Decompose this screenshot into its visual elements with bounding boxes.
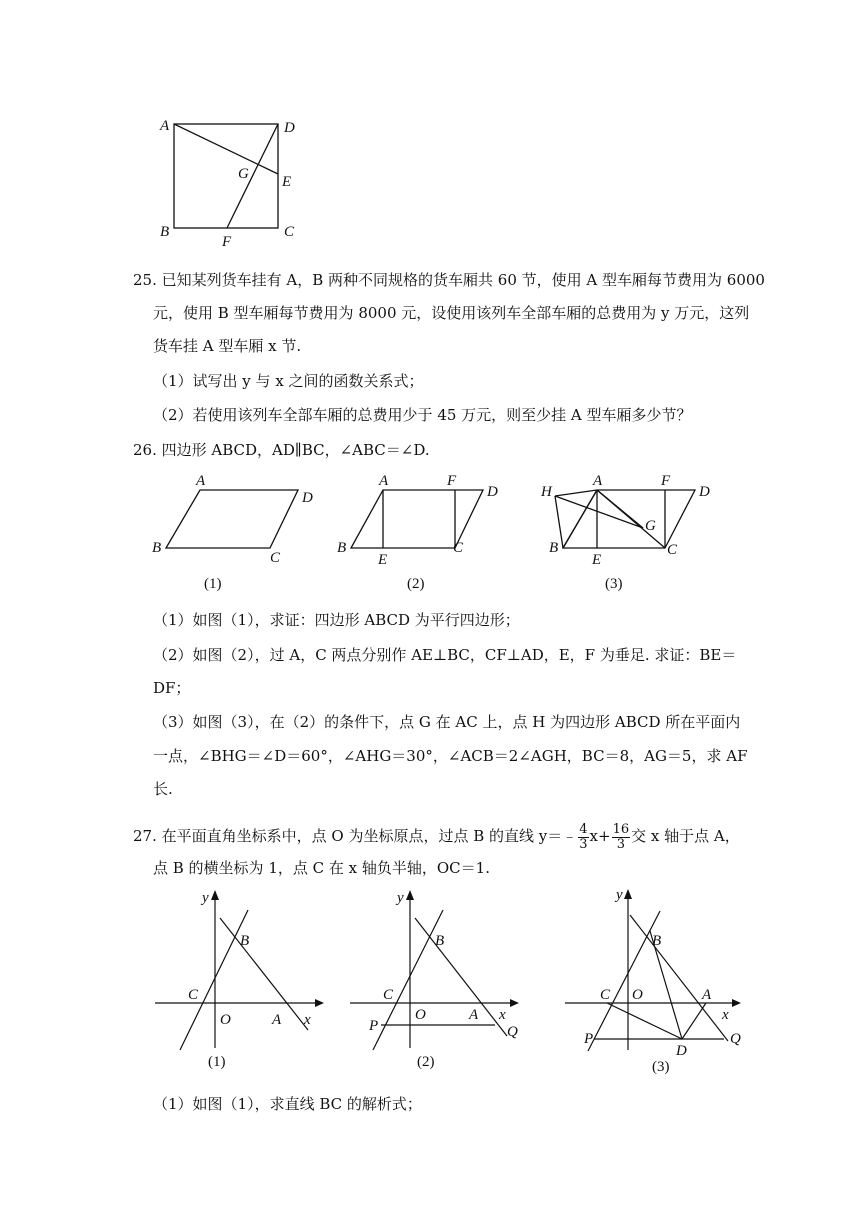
caption-2: (2) bbox=[407, 576, 425, 592]
label-h: H bbox=[541, 484, 552, 500]
q26-sub-3-cont: 一点，∠BHG＝∠D＝60°，∠AHG＝30°，∠ACB＝2∠AGH，BC＝8，AG＝5，求 AF bbox=[153, 747, 748, 765]
q26-figure-1 bbox=[148, 470, 328, 595]
fraction-den: 3 bbox=[616, 836, 625, 852]
label-c: C bbox=[270, 550, 281, 566]
label-p: P bbox=[369, 1018, 379, 1034]
q26-sub-3-end: 长. bbox=[153, 780, 173, 798]
label-g: G bbox=[645, 518, 656, 534]
q27-figure-3 bbox=[560, 885, 755, 1080]
label-d: D bbox=[699, 484, 710, 500]
fraction-4-3 bbox=[578, 823, 588, 852]
caption-1: (1) bbox=[204, 576, 222, 592]
q27-figure-2 bbox=[345, 888, 530, 1078]
label-f: F bbox=[447, 473, 457, 489]
figure-square-abcd bbox=[150, 112, 310, 250]
q27-sub-1: （1）如图（1），求直线 BC 的解析式； bbox=[153, 1095, 422, 1113]
label-x: x bbox=[722, 1007, 729, 1023]
label-q: Q bbox=[730, 1031, 741, 1047]
label-c: C bbox=[383, 987, 394, 1003]
label-b: B bbox=[549, 540, 559, 556]
label-x: x bbox=[304, 1012, 311, 1028]
q25-sub-2: （2）若使用该列车全部车厢的总费用少于 45 万元，则至少挂 A 型车厢多少节？ bbox=[153, 406, 692, 424]
label-b: B bbox=[240, 933, 250, 949]
q25-line-1: 25. 已知某列货车挂有 A，B 两种不同规格的货车厢共 60 节，使用 A 型车厢每节费用为 6000 bbox=[133, 271, 765, 289]
q25-line-3: 货车挂 A 型车厢 x 节. bbox=[153, 337, 302, 355]
label-y: y bbox=[202, 890, 209, 906]
label-d: D bbox=[676, 1043, 687, 1059]
fraction-den: 3 bbox=[579, 836, 588, 852]
label-o: O bbox=[220, 1012, 231, 1028]
q27-line-2: 点 B 的横坐标为 1，点 C 在 x 轴负半轴，OC＝1. bbox=[153, 859, 490, 877]
label-a: A bbox=[160, 118, 170, 134]
label-y: y bbox=[397, 890, 404, 906]
label-a: A bbox=[593, 473, 603, 489]
q27-line-1-b: x+ bbox=[589, 827, 611, 845]
q26-figure-2 bbox=[333, 470, 513, 595]
q27-line-1 bbox=[133, 816, 740, 856]
label-o: O bbox=[632, 987, 643, 1003]
fraction-num: 16 bbox=[612, 821, 630, 837]
q26-sub-1: （1）如图（1），求证：四边形 ABCD 为平行四边形； bbox=[153, 611, 520, 629]
caption-1: (1) bbox=[208, 1054, 226, 1070]
q26-figure-3 bbox=[535, 470, 725, 595]
label-c: C bbox=[284, 224, 295, 240]
label-b: B bbox=[652, 933, 662, 949]
label-b: B bbox=[160, 224, 170, 240]
caption-2: (2) bbox=[417, 1054, 435, 1070]
caption-3: (3) bbox=[605, 576, 623, 592]
label-y: y bbox=[616, 887, 623, 903]
label-c: C bbox=[453, 540, 464, 556]
label-a: A bbox=[272, 1012, 282, 1028]
q27-figure-1 bbox=[150, 888, 330, 1078]
q27-line-1-c: 交 x 轴于点 A， bbox=[631, 827, 740, 845]
q26-sub-2-cont: DF； bbox=[153, 679, 191, 697]
label-a: A bbox=[196, 473, 206, 489]
label-g: G bbox=[238, 166, 249, 182]
label-b: B bbox=[337, 540, 347, 556]
label-e: E bbox=[592, 552, 602, 568]
label-q: Q bbox=[507, 1024, 518, 1040]
fraction-num: 4 bbox=[579, 821, 588, 837]
label-e: E bbox=[378, 552, 388, 568]
label-a: A bbox=[702, 987, 712, 1003]
q27-line-1-a: 27. 在平面直角坐标系中，点 O 为坐标原点，过点 B 的直线 y＝﹣ bbox=[133, 827, 578, 845]
label-b: B bbox=[152, 540, 162, 556]
label-o: O bbox=[415, 1007, 426, 1023]
q25-line-2: 元，使用 B 型车厢每节费用为 8000 元，设使用该列车全部车厢的总费用为 y 万元，这列 bbox=[153, 304, 750, 322]
fraction-16-3 bbox=[612, 823, 631, 852]
label-x: x bbox=[499, 1007, 506, 1023]
q26-sub-2: （2）如图（2），过 A，C 两点分别作 AE⊥BC，CF⊥AD，E，F 为垂足. 求证：BE＝ bbox=[153, 646, 737, 664]
label-f: F bbox=[222, 234, 232, 250]
label-e: E bbox=[282, 174, 292, 190]
q26-sub-3: （3）如图（3），在（2）的条件下，点 G 在 AC 上，点 H 为四边形 ABCD 所在平面内 bbox=[153, 713, 741, 731]
caption-3: (3) bbox=[652, 1059, 670, 1075]
label-c: C bbox=[600, 987, 611, 1003]
label-d: D bbox=[284, 120, 295, 136]
q25-sub-1: （1）试写出 y 与 x 之间的函数关系式； bbox=[153, 372, 424, 390]
label-b: B bbox=[435, 933, 445, 949]
label-d: D bbox=[302, 490, 313, 506]
label-c: C bbox=[188, 987, 199, 1003]
q26-intro: 26. 四边形 ABCD，AD∥BC，∠ABC＝∠D. bbox=[133, 441, 430, 459]
label-c: C bbox=[667, 542, 678, 558]
label-p: P bbox=[584, 1031, 594, 1047]
label-f: F bbox=[661, 473, 671, 489]
label-a: A bbox=[469, 1007, 479, 1023]
label-d: D bbox=[487, 484, 498, 500]
label-a: A bbox=[379, 473, 389, 489]
